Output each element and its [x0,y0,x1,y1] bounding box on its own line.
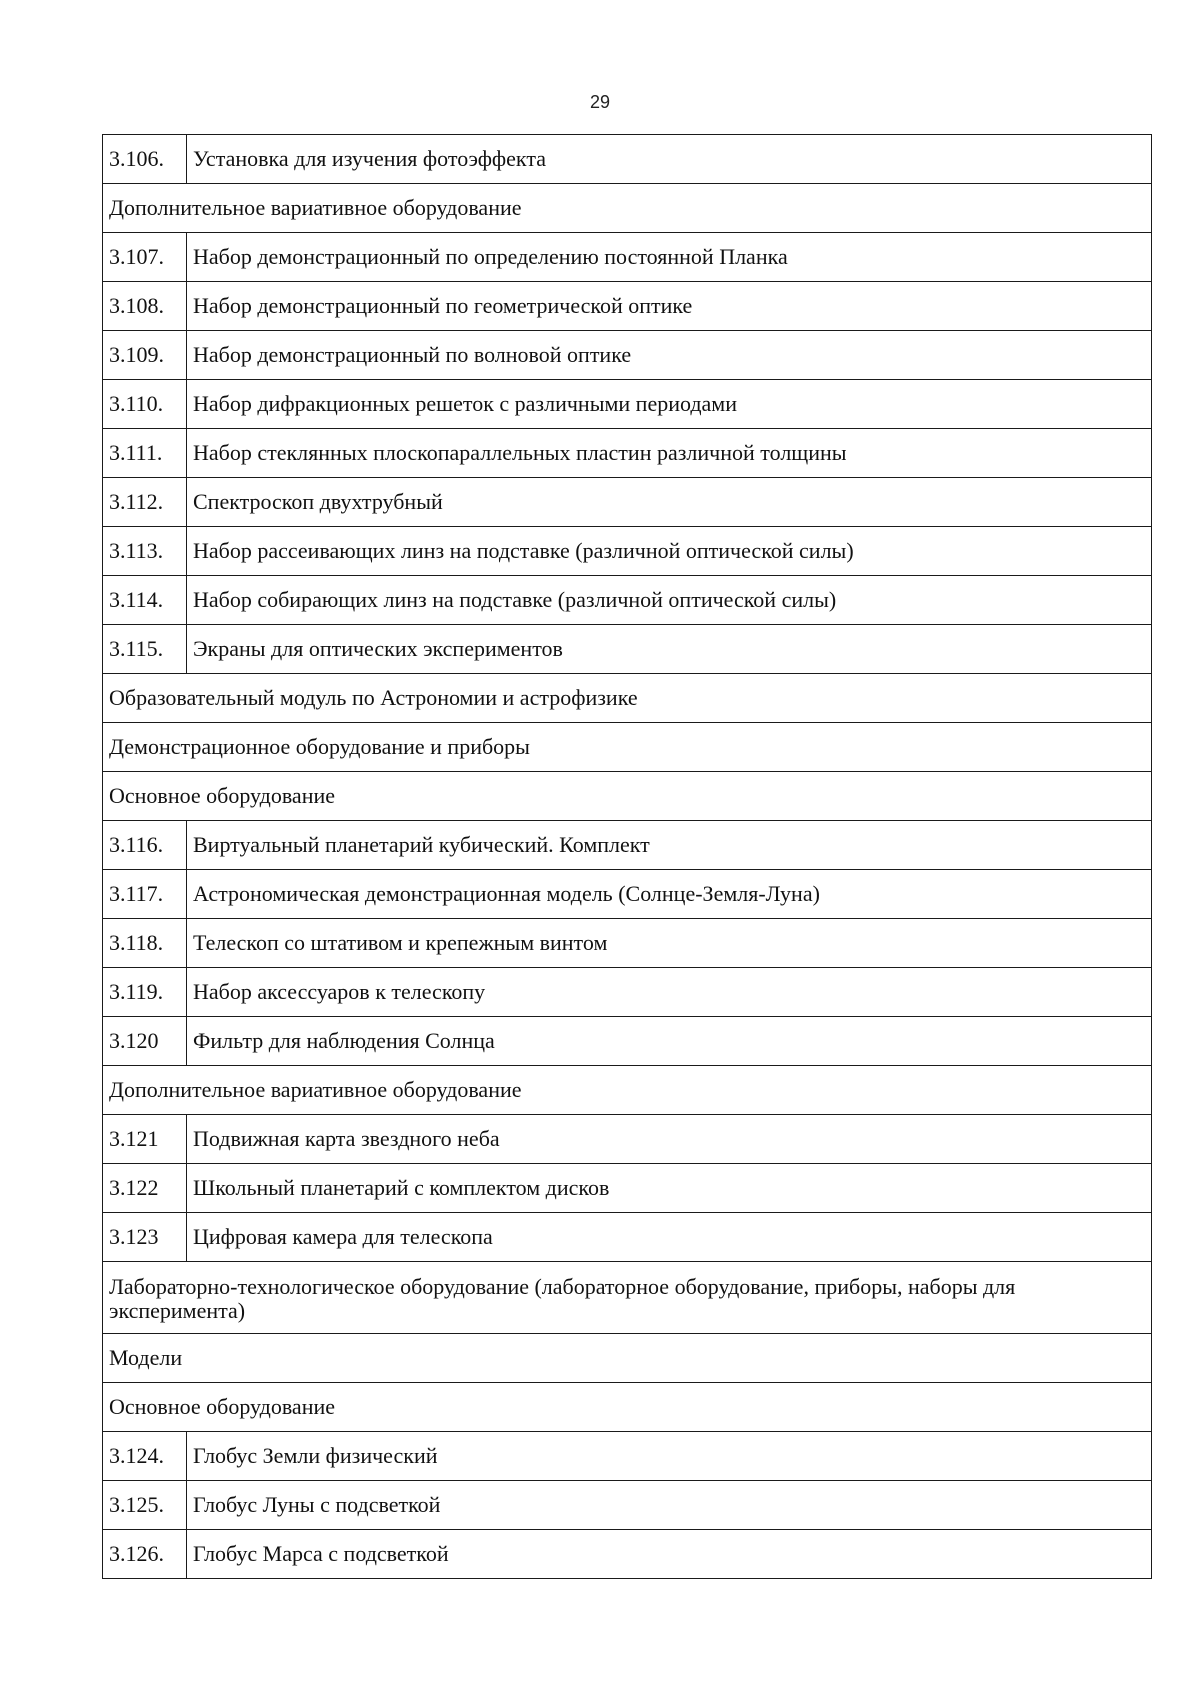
item-name-cell: Глобус Марса с подсветкой [187,1530,1152,1579]
item-number-cell: 3.121 [103,1115,187,1164]
item-name-cell: Набор демонстрационный по определению постоянной Планка [187,233,1152,282]
item-name-cell: Цифровая камера для телескопа [187,1213,1152,1262]
page-number: 29 [589,92,611,112]
section-header-row [103,772,1152,821]
table-row [103,1530,1152,1579]
equipment-table-body [103,135,1152,1579]
item-name-cell: Установка для изучения фотоэффекта [187,135,1152,184]
table-row [103,282,1152,331]
equipment-table [102,134,1152,1579]
section-header-cell: Образовательный модуль по Астрономии и астрофизике [103,674,1152,723]
section-header-row [103,1066,1152,1115]
table-row [103,1213,1152,1262]
item-number-cell: 3.107. [103,233,187,282]
table-row [103,478,1152,527]
item-number-cell: 3.125. [103,1481,187,1530]
item-number-cell: 3.106. [103,135,187,184]
table-row [103,1017,1152,1066]
item-number-cell: 3.115. [103,625,187,674]
item-number-cell: 3.110. [103,380,187,429]
item-name-cell: Виртуальный планетарий кубический. Комплект [187,821,1152,870]
item-name-cell: Экраны для оптических экспериментов [187,625,1152,674]
item-name-cell: Набор аксессуаров к телескопу [187,968,1152,1017]
item-name-cell: Телескоп со штативом и крепежным винтом [187,919,1152,968]
table-row [103,625,1152,674]
item-name-cell: Спектроскоп двухтрубный [187,478,1152,527]
item-number-cell: 3.126. [103,1530,187,1579]
item-name-cell: Фильтр для наблюдения Солнца [187,1017,1152,1066]
table-row [103,233,1152,282]
item-number-cell: 3.111. [103,429,187,478]
section-header-cell: Дополнительное вариативное оборудование [103,184,1152,233]
section-header-cell: Лабораторно-технологическое оборудование (лабораторное оборудование, приборы, наборы для эксперимента) [103,1262,1152,1334]
section-header-row [103,1262,1152,1334]
item-number-cell: 3.117. [103,870,187,919]
section-header-cell: Модели [103,1334,1152,1383]
item-name-cell: Подвижная карта звездного неба [187,1115,1152,1164]
table-row [103,429,1152,478]
table-row [103,968,1152,1017]
item-name-cell: Набор рассеивающих линз на подставке (различной оптической силы) [187,527,1152,576]
section-header-row [103,723,1152,772]
item-name-cell: Набор собирающих линз на подставке (различной оптической силы) [187,576,1152,625]
item-number-cell: 3.122 [103,1164,187,1213]
section-header-row [103,674,1152,723]
item-name-cell: Глобус Земли физический [187,1432,1152,1481]
item-number-cell: 3.124. [103,1432,187,1481]
table-row [103,527,1152,576]
item-number-cell: 3.123 [103,1213,187,1262]
table-row [103,1164,1152,1213]
section-header-cell: Основное оборудование [103,772,1152,821]
section-header-cell: Дополнительное вариативное оборудование [103,1066,1152,1115]
table-row [103,331,1152,380]
table-row [103,1115,1152,1164]
item-name-cell: Набор демонстрационный по геометрической оптике [187,282,1152,331]
item-name-cell: Набор дифракционных решеток с различными периодами [187,380,1152,429]
item-number-cell: 3.120 [103,1017,187,1066]
item-number-cell: 3.119. [103,968,187,1017]
item-number-cell: 3.118. [103,919,187,968]
item-name-cell: Набор стеклянных плоскопараллельных пластин различной толщины [187,429,1152,478]
item-number-cell: 3.112. [103,478,187,527]
item-name-cell: Школьный планетарий с комплектом дисков [187,1164,1152,1213]
item-number-cell: 3.113. [103,527,187,576]
item-name-cell: Набор демонстрационный по волновой оптике [187,331,1152,380]
item-name-cell: Глобус Луны с подсветкой [187,1481,1152,1530]
table-row [103,919,1152,968]
section-header-row [103,184,1152,233]
table-row [103,576,1152,625]
table-row [103,380,1152,429]
item-number-cell: 3.114. [103,576,187,625]
table-row [103,870,1152,919]
section-header-row [103,1334,1152,1383]
table-row [103,1432,1152,1481]
section-header-row [103,1383,1152,1432]
item-number-cell: 3.108. [103,282,187,331]
item-number-cell: 3.116. [103,821,187,870]
section-header-cell: Демонстрационное оборудование и приборы [103,723,1152,772]
table-row [103,1481,1152,1530]
table-row [103,135,1152,184]
item-number-cell: 3.109. [103,331,187,380]
table-row [103,821,1152,870]
section-header-cell: Основное оборудование [103,1383,1152,1432]
item-name-cell: Астрономическая демонстрационная модель (Солнце-Земля-Луна) [187,870,1152,919]
